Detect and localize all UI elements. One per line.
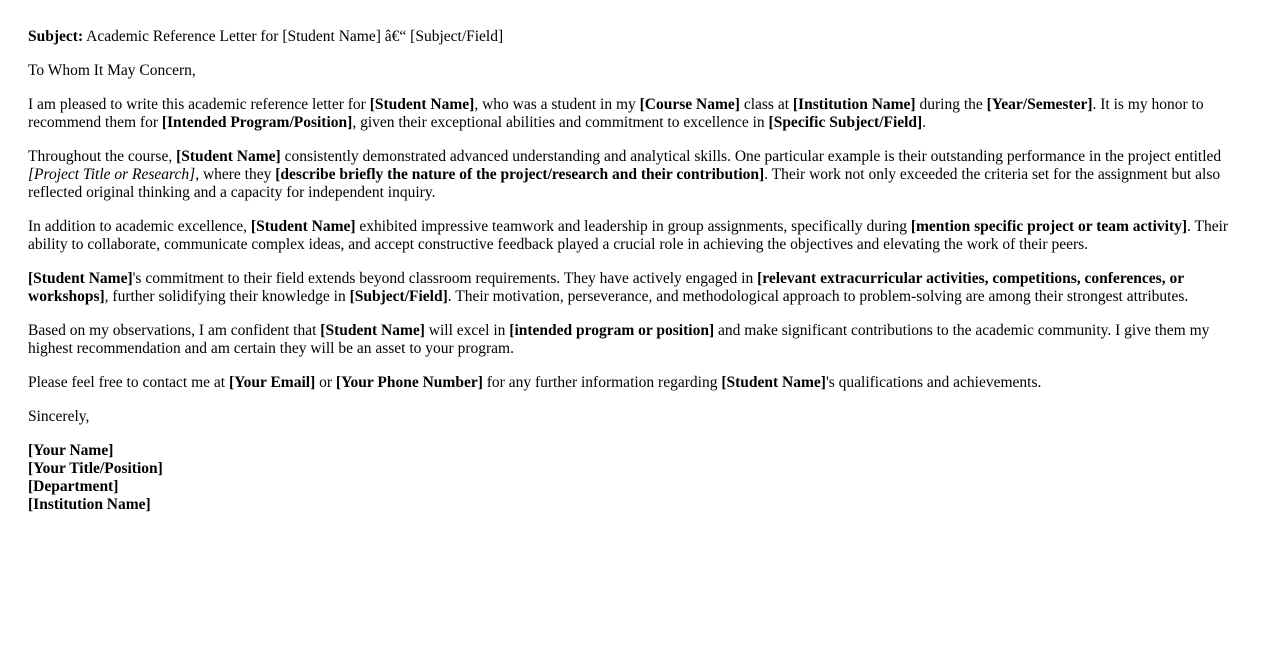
placeholder-year-semester: [Year/Semester] (986, 96, 1093, 113)
text: exhibited impressive teamwork and leadership in group assignments, specifically during (355, 218, 911, 235)
placeholder-subject-field: [Subject/Field] (349, 288, 448, 305)
text: . Their motivation, perseverance, and methodological approach to problem-solving are among their strongest attributes. (447, 288, 1189, 305)
placeholder-your-phone: [Your Phone Number] (335, 374, 483, 391)
text: Based on my observations, I am confident that (28, 322, 321, 339)
placeholder-course-name: [Course Name] (639, 96, 740, 113)
text: . Their work not only exceeded the criteria set for the assignment but also reflected original thinking and a capacity for independent inquiry. (28, 166, 1221, 201)
subject-label: Subject: (28, 28, 84, 45)
text: . It is my honor to recommend them for (28, 96, 1204, 131)
text: class at (739, 96, 793, 113)
placeholder-specific-subject: [Specific Subject/Field] (768, 114, 923, 131)
subject-line (28, 28, 1254, 46)
text: will excel in (424, 322, 510, 339)
placeholder-project-title: [Project Title or Research] (28, 166, 196, 183)
text: I am pleased to write this academic reference letter for (28, 96, 370, 113)
text: and make significant contributions to the academic community. I give them my highest recommendation and am certain they will be an asset to your program. (28, 322, 1210, 357)
placeholder-extracurricular: [relevant extracurricular activities, competitions, conferences, or workshops] (28, 270, 1184, 305)
paragraph-commitment (28, 270, 1254, 306)
signature-title: [Your Title/Position] (28, 460, 163, 477)
text: or (315, 374, 336, 391)
placeholder-student-name: [Student Name] (176, 148, 281, 165)
signature-department: [Department] (28, 478, 119, 495)
paragraph-contact (28, 374, 1254, 392)
text: 's commitment to their field extends beyond classroom requirements. They have actively engaged in (132, 270, 758, 287)
placeholder-student-name: [Student Name] (721, 374, 826, 391)
text: , further solidifying their knowledge in (104, 288, 350, 305)
placeholder-student-name: [Student Name] (320, 322, 425, 339)
placeholder-intended-program: [Intended Program/Position] (161, 114, 353, 131)
subject-text: Academic Reference Letter for [Student Name] â€“ [Subject/Field] (83, 28, 504, 45)
text: , where they (195, 166, 276, 183)
text: for any further information regarding (482, 374, 722, 391)
signature-name: [Your Name] (28, 442, 114, 459)
placeholder-intended-program: [intended program or position] (509, 322, 715, 339)
placeholder-institution-name: [Institution Name] (792, 96, 916, 113)
text: consistently demonstrated advanced understanding and analytical skills. One particular example is their outstanding performance in the project entitled (280, 148, 1222, 165)
salutation: To Whom It May Concern, (28, 62, 196, 79)
placeholder-your-email: [Your Email] (228, 374, 316, 391)
text: , given their exceptional abilities and commitment to excellence in (352, 114, 769, 131)
placeholder-team-activity: [mention specific project or team activity] (910, 218, 1188, 235)
text: , who was a student in my (474, 96, 640, 113)
text: . (922, 114, 927, 131)
signature-block (28, 442, 1254, 514)
text: 's qualifications and achievements. (825, 374, 1042, 391)
text: In addition to academic excellence, (28, 218, 251, 235)
paragraph-teamwork (28, 218, 1254, 254)
paragraph-recommendation (28, 322, 1254, 358)
text: Throughout the course, (28, 148, 177, 165)
placeholder-student-name: [Student Name] (250, 218, 356, 235)
placeholder-project-description: [describe briefly the nature of the project/research and their contribution] (275, 166, 765, 183)
placeholder-student-name: [Student Name] (28, 270, 133, 287)
paragraph-introduction (28, 96, 1254, 132)
text: Please feel free to contact me at (28, 374, 229, 391)
signature-institution: [Institution Name] (28, 496, 151, 513)
placeholder-student-name: [Student Name] (369, 96, 475, 113)
closing: Sincerely, (28, 408, 90, 425)
text: . Their ability to collaborate, communicate complex ideas, and accept constructive feedback played a crucial role in achieving the objectives and elevating the work of their peers. (28, 218, 1229, 253)
text: during the (915, 96, 987, 113)
paragraph-course-performance (28, 148, 1254, 202)
